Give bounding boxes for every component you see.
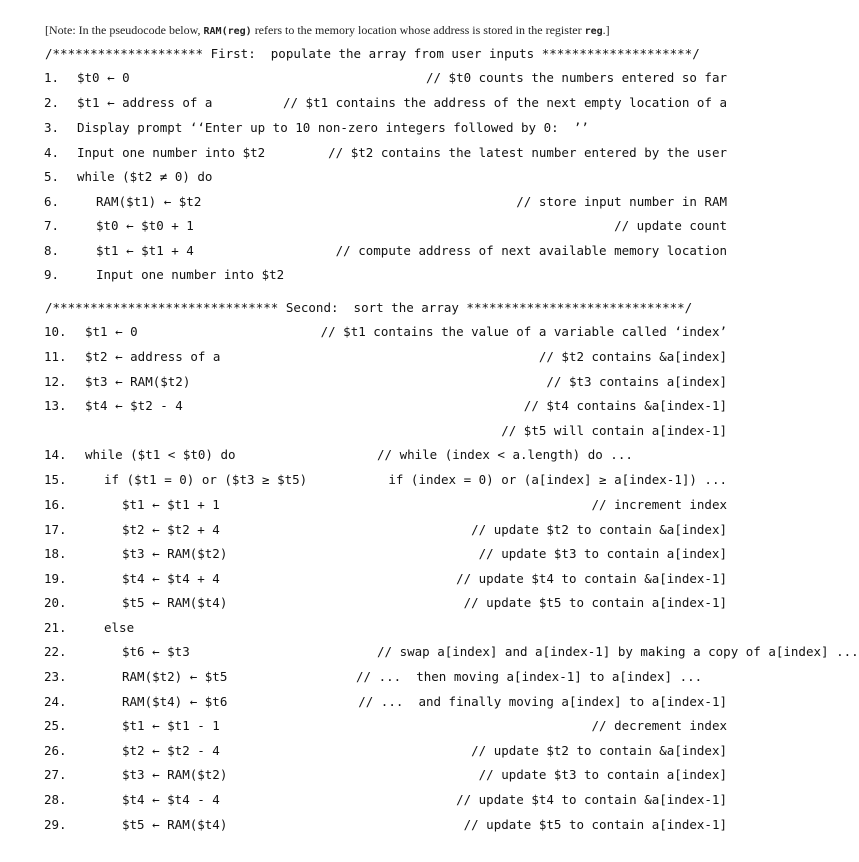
code-statement: $t5 ← RAM($t4) [122,817,228,832]
line-number: 5. [44,169,60,184]
line-number: 3. [44,120,60,135]
line-number: 4. [44,145,60,160]
code-comment: // update $t2 to contain &a[index] [471,522,727,537]
code-comment: // update count [614,218,727,233]
code-line [0,423,769,441]
code-statement: $t0 ← $t0 + 1 [96,218,194,233]
code-line [0,817,769,835]
code-comment: // $t1 contains the address of the next empty location of a [282,95,727,110]
line-number: 13. [44,398,67,413]
code-comment: // update $t2 to contain &a[index] [471,743,727,758]
code-line [0,718,769,736]
code-line [0,767,769,785]
code-statement: else [104,620,135,635]
line-number: 7. [44,218,60,233]
code-comment: // store input number in RAM [516,194,727,209]
code-comment: // update $t3 to contain a[index] [478,546,727,561]
code-line [0,120,769,138]
note-suffix: .] [602,23,610,37]
code-comment: // while (index < a.length) do ... [377,447,633,462]
code-line [0,398,769,416]
code-comment: // update $t4 to contain &a[index-1] [456,571,727,586]
line-number: 23. [44,669,67,684]
line-number: 17. [44,522,67,537]
code-line [0,349,769,367]
code-line [0,694,769,712]
line-number: 25. [44,718,67,733]
code-statement: Input one number into $t2 [77,145,266,160]
code-statement: $t3 ← RAM($t2) [122,546,228,561]
code-comment: // $t3 contains a[index] [546,374,727,389]
code-line [0,620,769,638]
code-statement: $t4 ← $t4 - 4 [122,792,220,807]
code-statement: $t4 ← $t2 - 4 [85,398,183,413]
code-statement: $t2 ← $t2 + 4 [122,522,220,537]
line-number: 19. [44,571,67,586]
code-comment: // decrement index [591,718,727,733]
code-line [0,194,769,212]
code-statement: $t1 ← $t1 - 1 [122,718,220,733]
code-line [0,70,769,88]
line-number: 24. [44,694,67,709]
code-statement: $t4 ← $t4 + 4 [122,571,220,586]
code-comment: // $t0 counts the numbers entered so far [425,70,727,85]
code-statement: RAM($t4) ← $t6 [122,694,228,709]
code-statement: Display prompt ‘‘Enter up to 10 non-zero integers followed by 0: ’’ [77,120,589,135]
line-number: 10. [44,324,67,339]
line-number: 20. [44,595,67,610]
line-number: 12. [44,374,67,389]
code-statement: $t1 ← 0 [85,324,138,339]
code-line [0,472,769,490]
code-comment: // update $t5 to contain a[index-1] [463,595,727,610]
line-number: 16. [44,497,67,512]
code-line [0,218,769,236]
code-comment: // increment index [591,497,727,512]
code-line [0,374,769,392]
code-comment: // $t2 contains &a[index] [538,349,727,364]
line-number: 6. [44,194,60,209]
code-statement: $t1 ← address of a [77,95,213,110]
code-comment: // $t5 will contain a[index-1] [501,423,727,438]
code-line [0,669,769,687]
code-line [0,743,769,761]
code-statement: $t5 ← RAM($t4) [122,595,228,610]
line-number: 8. [44,243,60,258]
code-statement: Input one number into $t2 [96,267,285,282]
line-number: 21. [44,620,67,635]
line-number: 14. [44,447,67,462]
code-statement: RAM($t1) ← $t2 [96,194,202,209]
section-banner-second: /****************************** Second: sort the array *****************************/ [45,300,693,315]
code-comment: // $t2 contains the latest number entered by the user [328,145,727,160]
code-statement: $t6 ← $t3 [122,644,190,659]
code-statement: while ($t2 ≠ 0) do [77,169,213,184]
code-statement: if ($t1 = 0) or ($t3 ≥ $t5) [104,472,308,487]
code-line [0,644,859,662]
code-line [0,169,769,187]
code-comment: if (index = 0) or (a[index] ≥ a[index-1]) ... [388,472,727,487]
section-banner-first: /******************** First: populate the array from user inputs ********************/ [45,46,700,61]
code-statement: $t3 ← RAM($t2) [122,767,228,782]
line-number: 28. [44,792,67,807]
code-comment: // ... and finally moving a[index] to a[index-1] [358,694,727,709]
code-comment: // $t4 contains &a[index-1] [523,398,727,413]
code-line [0,792,769,810]
code-comment: // ... then moving a[index-1] to a[index] ... [356,669,703,684]
code-statement: $t3 ← RAM($t2) [85,374,191,389]
code-statement: $t2 ← $t2 - 4 [122,743,220,758]
line-number: 15. [44,472,67,487]
code-line [0,571,769,589]
line-number: 1. [44,70,60,85]
note-text [45,23,610,38]
note-middle: refers to the memory location whose address is stored in the register [254,23,582,37]
line-number: 18. [44,546,67,561]
code-line [0,522,769,540]
code-comment: // swap a[index] and a[index-1] by making a copy of a[index] ... [377,644,859,659]
line-number: 11. [44,349,67,364]
line-number: 29. [44,817,67,832]
code-statement: $t0 ← 0 [77,70,130,85]
code-line [0,324,769,342]
note-reg: reg [584,26,603,37]
code-comment: // update $t5 to contain a[index-1] [463,817,727,832]
code-comment: // update $t3 to contain a[index] [478,767,727,782]
line-number: 27. [44,767,67,782]
line-number: 22. [44,644,67,659]
code-statement: while ($t1 < $t0) do [85,447,236,462]
note-ram-reg: RAM(reg) [203,26,252,37]
code-statement: $t2 ← address of a [85,349,221,364]
code-line [0,95,769,113]
code-line [0,546,769,564]
code-line [0,267,769,285]
code-statement: RAM($t2) ← $t5 [122,669,228,684]
note-prefix: [Note: In the pseudocode below, [45,23,201,37]
code-line [0,447,769,465]
line-number: 9. [44,267,60,282]
code-line [0,243,769,261]
line-number: 26. [44,743,67,758]
code-line [0,497,769,515]
code-comment: // update $t4 to contain &a[index-1] [456,792,727,807]
code-statement: $t1 ← $t1 + 1 [122,497,220,512]
code-line [0,145,769,163]
code-comment: // $t1 contains the value of a variable called ‘index’ [320,324,727,339]
code-line [0,595,769,613]
code-comment: // compute address of next available memory location [335,243,727,258]
code-statement: $t1 ← $t1 + 4 [96,243,194,258]
line-number: 2. [44,95,60,110]
